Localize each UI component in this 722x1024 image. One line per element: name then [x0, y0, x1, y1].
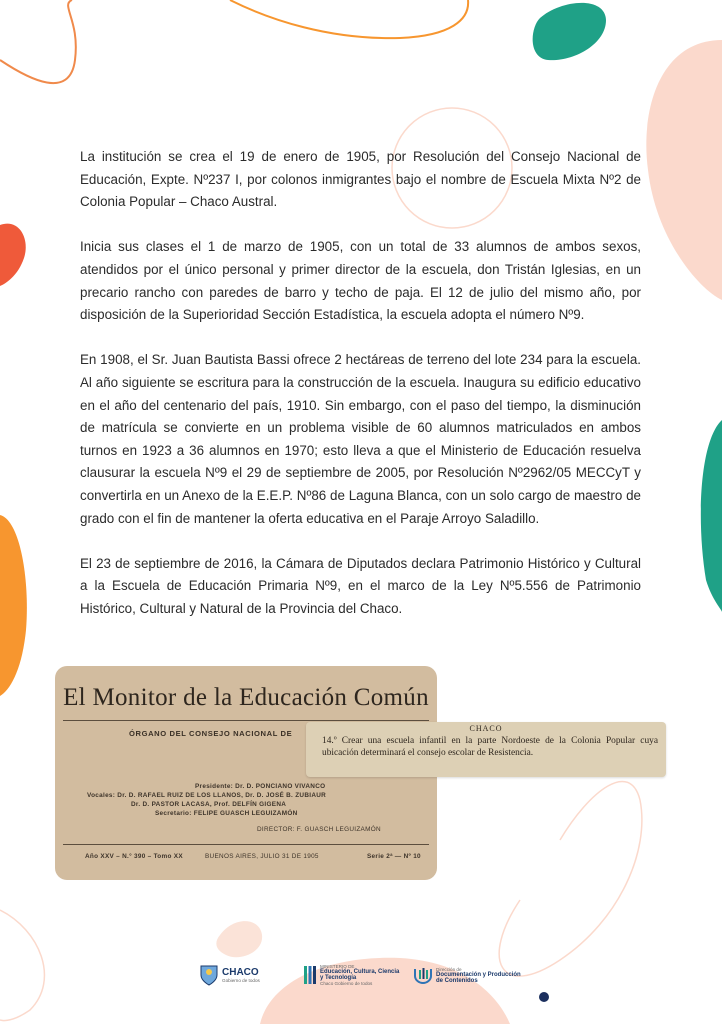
orange-shape-left	[0, 515, 27, 696]
direccion-icon	[414, 966, 432, 984]
organo-line: ÓRGANO DEL CONSEJO NACIONAL DE	[129, 729, 293, 738]
city-date-line: BUENOS AIRES, JULIO 31 DE 1905	[205, 853, 319, 860]
logo-ministerio	[304, 962, 402, 988]
paragraph-1: La institución se crea el 19 de enero de 1905, por Resolución del Consejo Nacional de Educación, Expte. Nº237 I, por colonos inmigrantes bajo el nombre de Escuela Mixta Nº2 de Colonia Popular – Chaco Austral.	[80, 149, 641, 210]
divider-bottom	[63, 844, 429, 845]
direccion-pre: Dirección de	[436, 966, 462, 972]
ministerio-bars-icon	[304, 966, 316, 984]
orange-line-top-left	[0, 0, 76, 83]
masthead-title: El Monitor de la Educación Común	[63, 684, 429, 711]
vocales-line-2: Dr. D. PASTOR LACASA, Prof. DELFÍN GIGENA	[131, 801, 287, 808]
shield-icon	[200, 964, 218, 986]
navy-dot	[539, 992, 549, 1002]
ministerio-pre: MINISTERIO DE	[320, 964, 355, 969]
peach-blob-bottom-left	[216, 921, 262, 957]
chaco-clipping	[306, 722, 666, 777]
director-line: DIRECTOR: F. GUASCH LEGUIZAMÓN	[257, 826, 381, 833]
direccion-name: Documentación y Producción de Contenidos	[436, 971, 521, 984]
paragraph-4: El 23 de septiembre de 2016, la Cámara de Diputados declara Patrimonio Histórico y Cultural a la Escuela de Educación Primaria Nº9, en el marco de la Ley Nº5.556 de Patrimonio Histórico, Cultural y Natural de la Provincia del Chaco.	[80, 555, 641, 616]
peach-blob-right	[646, 40, 722, 300]
chaco-clipping-body: 14.º Crear una escuela infantil en la parte Nordoeste de la Colonia Popular cuya ubicación determinará el consejo escolar de Resistencia.	[322, 736, 658, 758]
paragraph-3: En 1908, el Sr. Juan Bautista Bassi ofrece 2 hectáreas de terreno del lote 234 para la escuela. Al año siguiente se escritura para la construcción de la escuela. Inaugura su edificio educativo en el año del centenario del país, 1910. Sin embargo, con el paso del tiempo, la disminución de matrícula se convierte en un problema visible de 60 alumnos matriculados en ambos turnos en 1923 a 36 alumnos en 1970; esto lleva a que el Ministerio de Educación resuelva clausurar la escuela Nº9 el 29 de septiembre de 2005, por Resolución Nº2962/05 MECCyT y convertirla en un Anexo de la E.E.P. Nº86 de Laguna Blanca, con un solo cargo de maestro de grado con el fin de mantener la oferta educativa en el Paraje Arroyo Saladillo.	[80, 352, 641, 526]
body-text	[80, 146, 641, 643]
chaco-clipping-title: CHACO	[469, 724, 503, 733]
peach-loop-bottom-right	[499, 781, 642, 976]
teal-shape-right	[701, 420, 722, 612]
teal-shape-top	[533, 3, 606, 60]
chaco-name: CHACO	[222, 967, 259, 978]
serie-line: Serie 2ª — Nº 10	[367, 853, 421, 860]
orange-line-top	[230, 0, 468, 38]
divider	[63, 720, 429, 721]
paragraph-2: Inicia sus clases el 1 de marzo de 1905, con un total de 33 alumnos de ambos sexos, atendidos por el único personal y primer director de la escuela, don Tristán Iglesias, en un precario rancho con paredes de barro y techo de paja. El 12 de julio del mismo año, por disposición de la Superioridad Sección Estadística, la escuela adopta el número Nº9.	[80, 239, 641, 323]
coral-shape-left	[0, 224, 26, 286]
logo-chaco	[200, 962, 260, 988]
peach-loop-bottom-left	[0, 910, 44, 1021]
presidente-line: Presidente: Dr. D. PONCIANO VIVANCO	[195, 783, 326, 790]
secretario-line: Secretario: FELIPE GUASCH LEGUIZAMÓN	[155, 810, 298, 817]
logo-direccion	[414, 962, 528, 988]
ministerio-sub: Chaco Gobierno de todos	[320, 981, 373, 986]
ministerio-name: Educación, Cultura, Ciencia y Tecnología	[320, 969, 400, 981]
chaco-sub: Gobierno de todos	[222, 978, 260, 983]
issue-line: Año XXV – N.° 390 – Tomo XX	[85, 853, 183, 860]
vocales-line: Vocales: Dr. D. RAFAEL RUIZ DE LOS LLANOS, Dr. D. JOSÉ B. ZUBIAUR	[87, 792, 327, 799]
